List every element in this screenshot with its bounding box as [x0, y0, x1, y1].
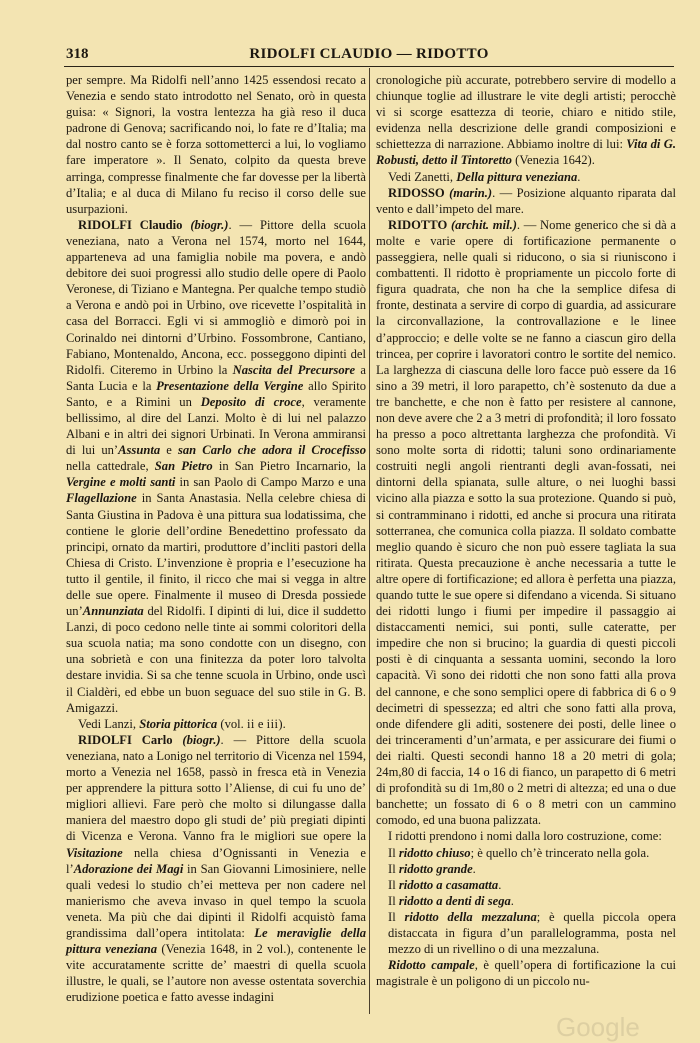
text-run: a Santa Lucia e la: [66, 362, 366, 393]
right-column-paragraph: [376, 845, 676, 861]
right-column-paragraph: [376, 893, 676, 909]
text-run: in San Giovanni Limosiniere, nelle quali vedesi lo studio ch’ei metteva per non cadere nel manierismo che aveva invaso in quel tempo la scuola veneta. Ma più che dai dipinti il Ridolfi acquistò fama grandissima dall’opera intitolata:: [66, 861, 366, 940]
text-run: , veramente bellissimo, al dire del Lanzi. Molto è di lui nel palazzo Albani e in altri dei signori Urbinati. In Verona ammiransi di lui un’: [66, 394, 366, 458]
text-run: . — Pittore della scuola veneziana, nato a Verona nel 1574, morto nel 1644, apparteneva ad una famiglia nobile ma povera, e andò debitore dei suoi progressi allo studio delle opere di Paolo Veronese, di Tiziano e Mantegna. Per qualche tempo studiò a Verona e andò poi in Urbino, ove ricevette l’ospitalità in casa del Borracci. Egli vi si ammogliò e dimorò poi in Corinaldo nei dintorni d’Urbino. Fossombrone, Cantiano, Fabiano, Montenaldo, Ancona, ecc. posseggono dipinti del Ridolfi. Citeremo in Urbino la: [66, 217, 366, 377]
text-run: Annunziata: [82, 604, 144, 619]
text-run: RIDOLFI Claudio: [78, 217, 191, 232]
text-run: ; è quella piccola opera distaccata in figura d’un parallelogramma, posta nel mezzo di un rivellino o di una mezzaluna.: [388, 909, 677, 957]
text-run: . — Posizione alquanto riparata dal vento e dall’impeto del mare.: [376, 185, 676, 216]
right-column-paragraph: [376, 957, 676, 989]
text-run: nella chiesa d’Ognissanti in Venezia e l’: [66, 845, 366, 876]
text-run: ).: [278, 716, 286, 731]
page-header: [66, 44, 672, 64]
text-run: Della pittura veneziana: [456, 169, 578, 184]
text-run: ii: [246, 716, 255, 731]
text-run: (biogr.): [190, 217, 229, 232]
text-run: Presentazione della Vergine: [156, 378, 304, 393]
text-run: RIDOLFI Carlo: [78, 732, 183, 747]
running-title: RIDOLFI CLAUDIO — RIDOTTO: [249, 46, 489, 62]
left-column: [66, 72, 366, 1005]
text-run: RIDOTTO: [388, 217, 451, 232]
column-divider: [369, 68, 370, 1014]
text-run: ridotto chiuso: [398, 845, 471, 860]
text-run: per sempre. Ma Ridolfi nell’anno 1425 essendosi recato a Venezia e sendo stato introdotto nel Senato, orò in questa guisa: « Signori, la vostra lentezza ha già reso il duca padrone di Genova; sacrificando noi, lo fate re d’Italia; ma dal nostro canto se è forza sottometterci a lui, lo vogliamo fare imperatore ». Il Senato, colpito da questa breve arringa, compresse finalmente che far dovesse per la libertà d’Italia; e al duca di Milano fu reciso il corso delle sue usurpazioni.: [66, 73, 366, 216]
text-run: Flagellazione: [66, 491, 137, 506]
text-run: allo Spirito Santo, e a Rimini un: [66, 378, 366, 409]
text-run: in Santa Anastasia. Nella celebre chiesa di Santa Giustina in Padova è una pittura sua lodatissima, che contiene le glorie dell’ordine Benedettino professato da principi, ornato da martiri, produttore d’incliti pastori della Chiesa di Cristo. L’invenzione è propria e l’esecuzione ha tutto il gentile, il finito, il ricco che mai si vegga in altre delle sue opere. Finalmente il museo di Dresda possiede un’: [66, 491, 366, 619]
text-run: , è quell’opera di fortificazione la cui magistrale è un poligono di un piccolo nu-: [376, 958, 676, 989]
text-run: .: [472, 861, 476, 876]
text-run: ridotto a casamatta: [398, 877, 499, 892]
text-run: e: [254, 716, 267, 731]
text-run: Il: [388, 845, 399, 860]
text-run: del Ridolfi. I dipinti di lui, dice il suddetto Lanzi, di poco cedono nelle tinte ai sommi coloritori della sua scuola natia; ma sono condotte con un disegno, con una sobrietà e con una finitezza da poter loro talvolta destare invidia. Si sa che tenne scuola in Urbino, onde uscì il Cialdèri, ed ebbe un buon seguace del suo stile in G. B. Amigazzi.: [66, 604, 366, 715]
text-run: Vedi Lanzi,: [78, 716, 140, 731]
text-run: (marin.): [449, 185, 493, 200]
right-column-paragraph: [376, 185, 676, 217]
text-run: ; è quello ch’è trincerato nella gola.: [470, 845, 650, 860]
text-run: in San Pietro Incarnario, la: [212, 459, 367, 474]
text-run: nella cattedrale,: [66, 459, 155, 474]
text-run: (Venezia 1648, in 2 vol.), contenente le vite accuratamente scritte de’ maestri di quella scuola illustre, le quali, se l’autore non avesse ostentata soverchia erudizione poetica e fatto avesse indagini: [66, 942, 367, 1005]
text-run: Il: [388, 909, 405, 924]
text-run: Le meraviglie della pittura veneziana: [66, 925, 366, 957]
page-number: 318: [66, 46, 89, 62]
text-run: ridotto a denti di sega: [398, 893, 511, 908]
text-run: san Carlo che adora il Crocefisso: [177, 443, 366, 458]
text-run: Visitazione: [66, 845, 123, 860]
text-run: Il: [388, 893, 399, 908]
text-run: Il: [388, 877, 399, 892]
text-run: e: [160, 443, 178, 458]
right-column-paragraph: [376, 217, 676, 829]
right-column-paragraph: [376, 72, 676, 169]
text-run: ridotto della mezzaluna: [404, 909, 537, 924]
text-run: .: [498, 877, 502, 892]
text-run: in san Paolo di Campo Marzo e una: [175, 475, 366, 490]
right-column-paragraph: [376, 909, 676, 957]
left-column-paragraph: [66, 217, 366, 716]
text-run: ridotto grande: [398, 861, 473, 876]
text-run: Vita di G. Robusti, detto il Tintoretto: [376, 137, 676, 168]
text-run: San Pietro: [154, 459, 213, 474]
header-rule: [64, 66, 674, 67]
text-run: Deposito di croce: [200, 394, 302, 409]
text-run: Vedi Zanetti,: [388, 169, 457, 184]
right-column-paragraph: [376, 877, 676, 893]
text-run: (archit. mil.): [450, 217, 517, 232]
text-run: Nascita del Precursore: [232, 362, 356, 377]
text-run: .: [510, 893, 514, 908]
right-column-paragraph: [376, 169, 676, 185]
text-run: Il: [388, 861, 399, 876]
text-run: . — Pittore della scuola veneziana, nato a Lonigo nel territorio di Vicenza nel 1594, morto a Venezia nel 1658, passò in fresca età in Venezia per apprendere la pittura sotto l’Aliense, di cui fu uno de’ migliori allievi. Fare però che molto si dilungasse dalla maniera del maestro dopo gli studi de’ più pregiati dipinti di Vicenza e Verona. Vanno fra le migliori sue opere la: [66, 732, 366, 844]
right-column: [376, 72, 676, 989]
right-column-paragraph: [376, 828, 676, 844]
text-run: Vergine e molti santi: [66, 475, 176, 490]
right-column-paragraph: [376, 861, 676, 877]
text-run: (vol.: [217, 716, 247, 731]
text-run: Adorazione dei Magi: [73, 861, 184, 876]
text-run: .: [577, 169, 581, 184]
text-run: . — Nome generico che si dà a molte e varie opere di fortificazione permanente o passeggiera, nelle quali si riducono, o sia si riuniscono i combattenti. Il ridotto è propriamente un piccolo forte di figura quadrata, che non ha che la semplice difesa di fronte, destinata a servire di corpo di guardia, ad assicurare la circonvallazione, la controvallazione e le linee d’approccio; e delle volte se ne fanno a ciascun giro della trincea, per coprire i lavoratori contro le sortite del nemico. La larghezza di ciascuna delle loro facce può essere da 16 sino a 39 metri, il loro parapetto, ch’è sostenuto da due a tre banchette, e che non è fatto per resistere al cannone, non deve avere che 2 a 3 metri di profondità; il loro fossato ha presso a poco altrettanta larghezza che profondità. Vi sono molte sorta di ridotti; taluni sono ordinariamente costruiti negli angoli rientranti degli avan-fossati, nei dintorni della spianata, sulle alture, o nei luoghi bassi vicino alla piazza e sotto la sua protezione. Quando si può, si contramminano i ridotti, ed anche si procura una ritirata sotterranea, che comunica colla piazza. Il soldato combatte meglio quando è sicuro che non può essere tagliata la sua ritirata. Questa precauzione è anche necessaria a tutte le altre opere di fortificazione; ed allora è perfetta una piazza, quando tutte le sue opere si difendano a vicenda. Si situano dei ridotti lungo i fiumi per impedire il passaggio ai distaccamenti nemici, sui ponti, sulle cateratte, per impedire che non si brucino; la guardia di questi piccoli posti è di cinquanta a sessanta uomini, secondo la loro capacità. Vi sono dei ridotti che non sono fatti alla prova del cannone, e che sono semplici opere di fabbrica di 6 o 9 decimetri di spessezza; ed altri che sono fatti alla prova, onde difendere gli aditi, sostenere dei posti, delle linee o dei trinceramenti d’un’armata, e per assicurare dei fiumi o dei rialti. Questi secondi hanno 18 a 20 metri di gola; 24m,80 di faccia, 14 o 16 di fianco, un parapetto di 6 metri di profondità su di 1m,80 o 2 metri di altezza; ed una o due banchette; un fossato di 6 o 8 metri con un cammino comodo, ed una buona palizzata.: [376, 217, 677, 828]
text-run: Ridotto campale: [388, 958, 475, 973]
text-run: RIDOSSO: [388, 185, 450, 200]
text-run: I ridotti prendono i nomi dalla loro costruzione, come:: [388, 829, 662, 844]
left-column-paragraph: [66, 72, 366, 217]
text-run: iii: [266, 716, 279, 731]
text-run: Storia pittorica: [139, 716, 218, 731]
text-run: (biogr.): [182, 732, 221, 747]
text-run: (Venezia 1642).: [511, 153, 595, 168]
text-run: Assunta: [118, 443, 161, 458]
left-column-paragraph: [66, 716, 366, 732]
scan-watermark: Google: [556, 1012, 640, 1042]
text-run: cronologiche più accurate, potrebbero servire di modello a chiunque toglie ad illustrare le vite degli artisti; perocchè vi si scorge esattezza di teorie, chiaro e nitido stile, evidenza nella descrizione delle grandi composizioni e schiettezza di narrazione. Abbiamo inoltre di lui:: [376, 73, 676, 152]
left-column-paragraph: [66, 732, 366, 1006]
